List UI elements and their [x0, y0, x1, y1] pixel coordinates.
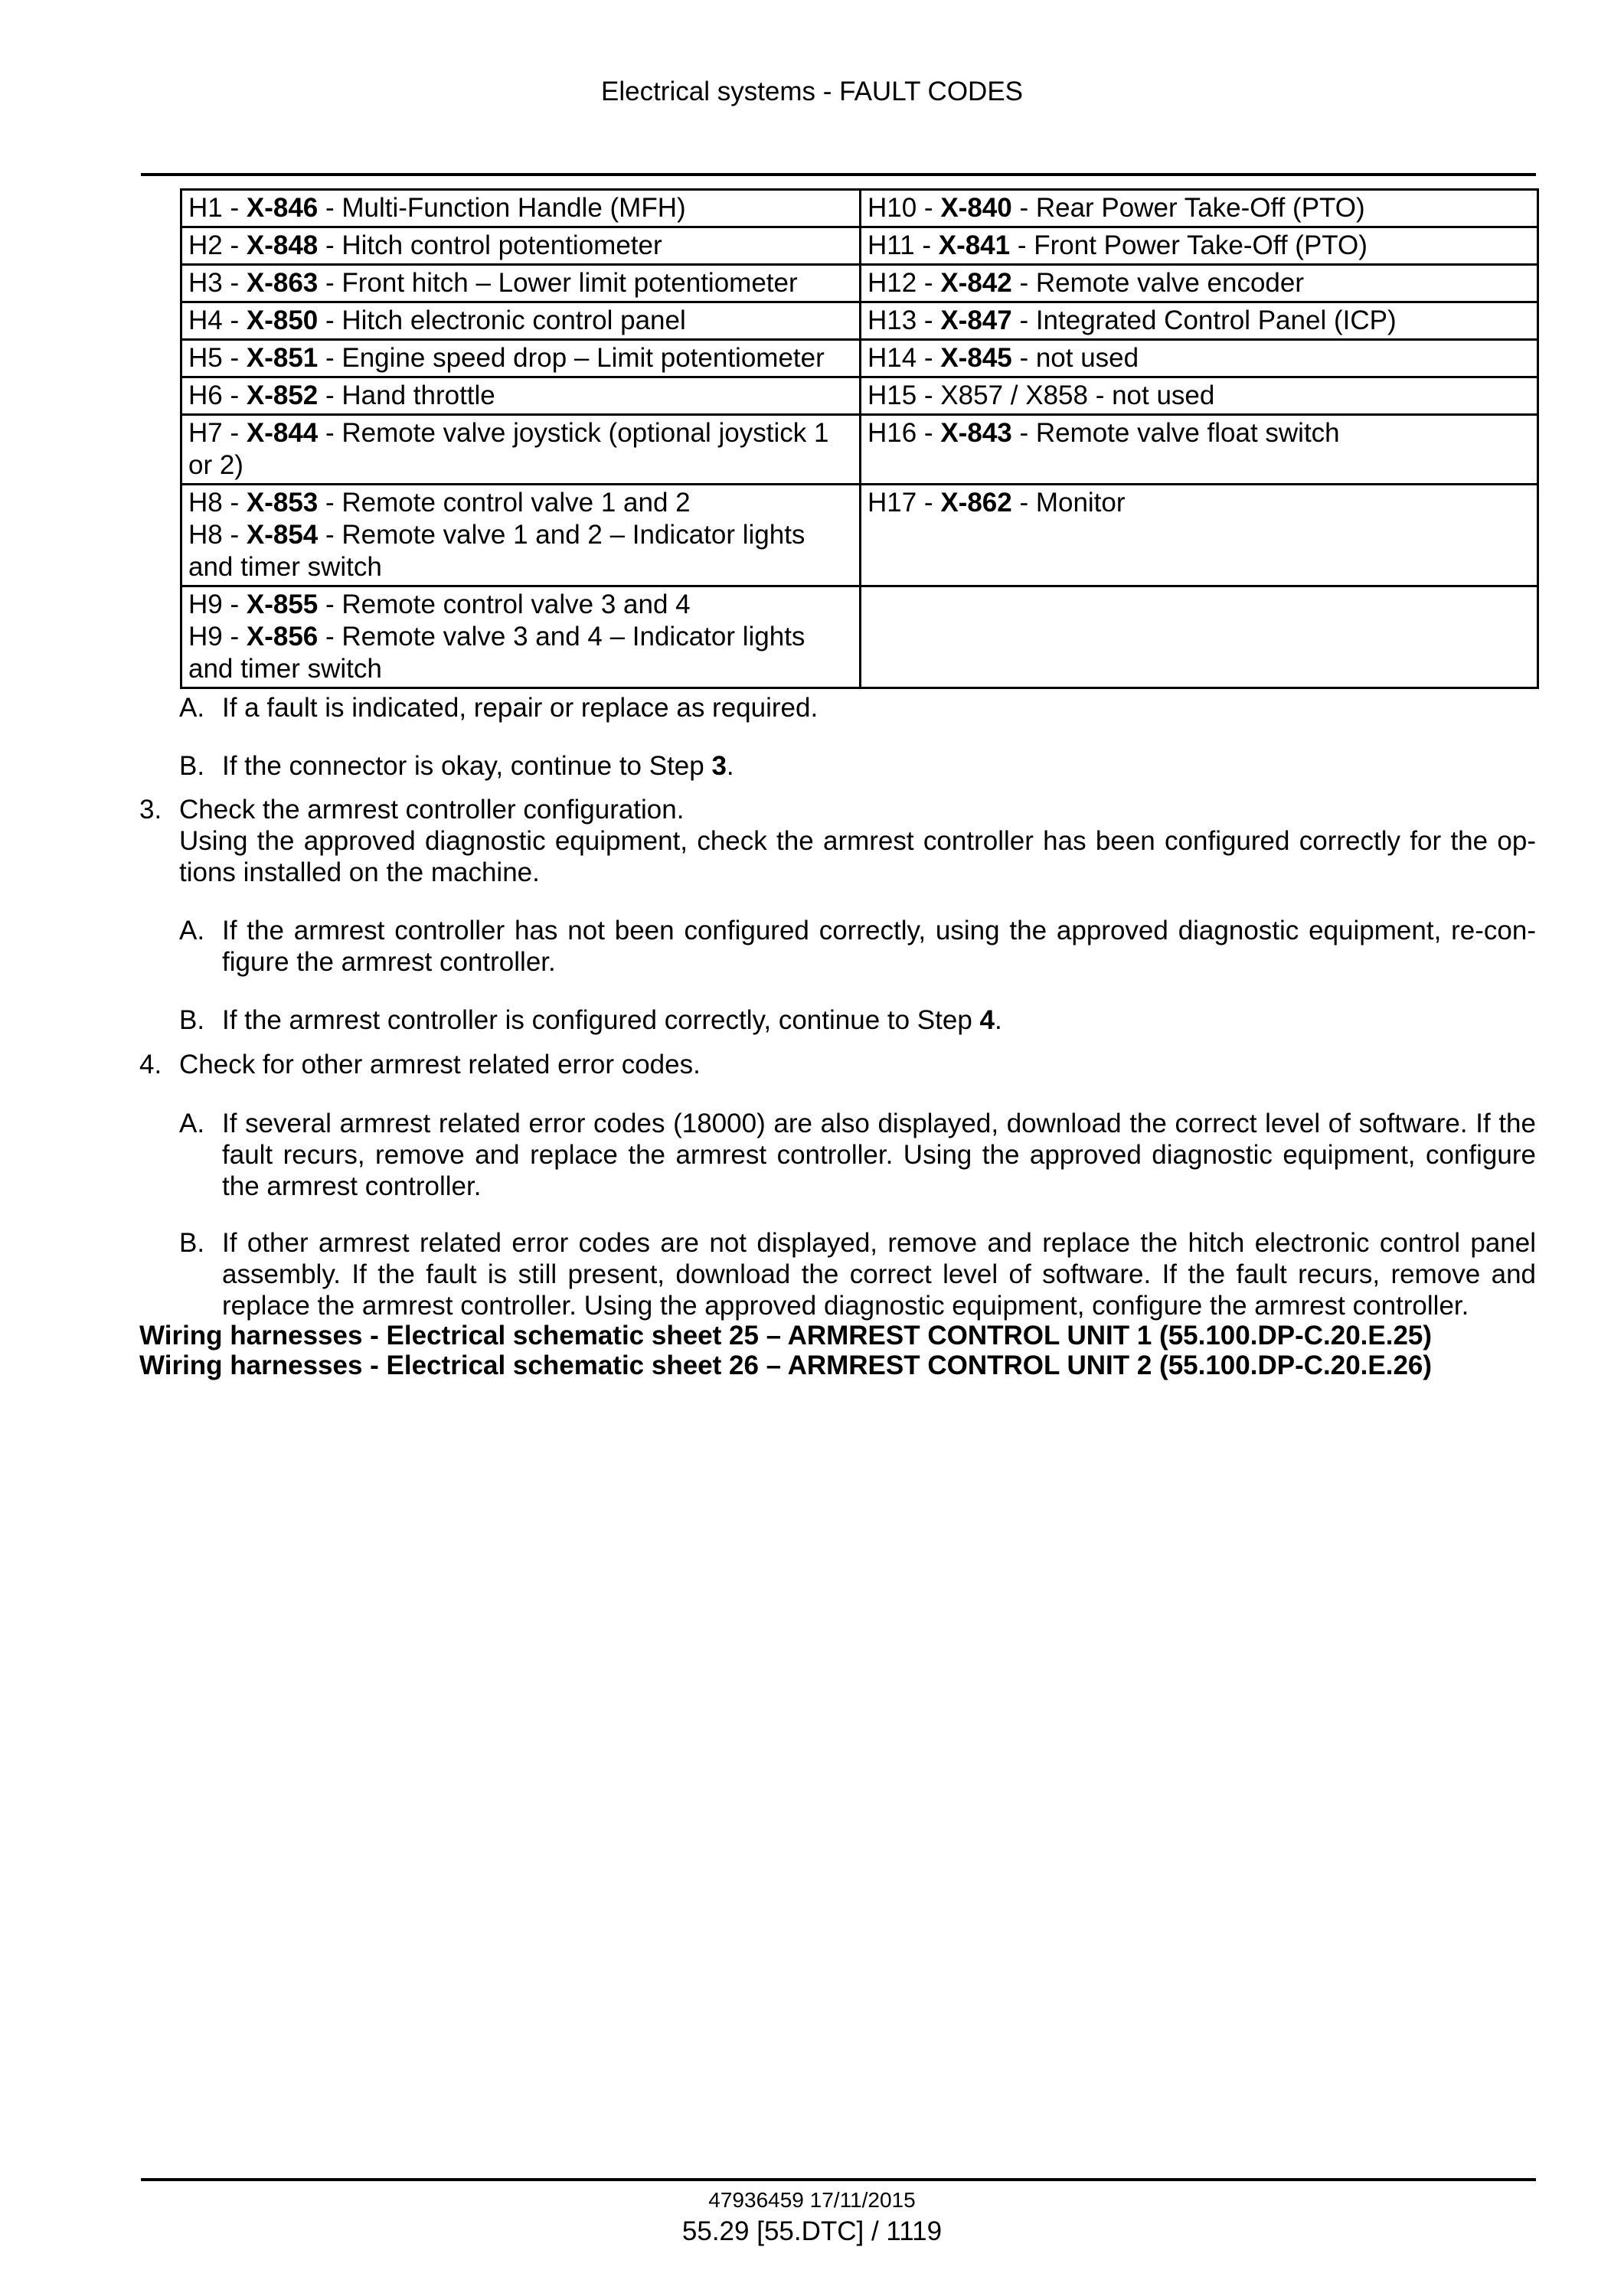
table-cell [181, 190, 861, 227]
step2-b-step-ref[interactable]: 3 [711, 751, 727, 781]
table-cell [861, 340, 1538, 377]
connector-entry [188, 267, 851, 299]
step4-title: Check for other armrest related error codes. [179, 1050, 701, 1079]
table-cell [181, 415, 861, 485]
connector-position: H14 - [868, 343, 941, 373]
table-row [181, 377, 1538, 415]
connector-description: - Integrated Control Panel (ICP) [1011, 305, 1397, 335]
schematic-link-sheet-26[interactable]: Wiring harnesses - Electrical schematic sheet 26 – ARMREST CONTROL UNIT 2 (55.100.DP-C.20.E.26) [139, 1350, 1433, 1380]
connector-entry [868, 267, 1529, 299]
step3-b-text-pre: If the armrest controller is configured correctly, continue to Step [222, 1005, 980, 1035]
connector-code: X-862 [940, 488, 1012, 518]
connector-position: H8 - [188, 520, 247, 550]
table-cell [861, 265, 1538, 302]
connector-position: H3 - [188, 268, 247, 298]
connector-description: - Rear Power Take-Off (PTO) [1011, 193, 1365, 223]
step3-body: Using the approved diagnostic equipment, check the armrest controller has been configured correctly for the options installed on the machine. [179, 826, 1536, 887]
connector-entry [188, 342, 851, 374]
step2-b-text [222, 750, 1536, 782]
connector-entry [188, 589, 851, 621]
step3-b-text [222, 1004, 1536, 1036]
table-cell [181, 265, 861, 302]
connector-position: H7 - [188, 418, 247, 448]
table-cell [861, 415, 1538, 485]
connector-description: - Remote control valve 1 and 2 [318, 488, 691, 518]
connector-code: X-848 [246, 230, 319, 260]
step4-a-label: A. [179, 1109, 205, 1138]
step4-b-label: B. [179, 1228, 205, 1258]
table-row [181, 190, 1538, 227]
table-cell [181, 302, 861, 340]
table-cell [861, 485, 1538, 586]
connector-description: - Multi-Function Handle (MFH) [318, 193, 686, 223]
footer-divider [141, 2178, 1536, 2181]
connector-entry [188, 380, 851, 412]
connector-entry [188, 621, 851, 685]
connector-entry [868, 380, 1529, 412]
connector-table [180, 188, 1539, 689]
page-header-title: Electrical systems - FAULT CODES [600, 77, 1024, 106]
connector-entry [188, 305, 851, 337]
connector-position: H9 - [188, 622, 247, 652]
connector-code: X-846 [246, 193, 319, 223]
header-divider [141, 173, 1536, 176]
connector-code: X-854 [246, 520, 319, 550]
step2-b-text-pre: If the connector is okay, continue to Step [222, 751, 712, 781]
connector-position: H10 - [868, 193, 941, 223]
step4-number: 4. [139, 1050, 162, 1079]
connector-position: H12 - [868, 268, 941, 298]
connector-description: - Monitor [1011, 488, 1126, 518]
table-row [181, 302, 1538, 340]
connector-entry [188, 192, 851, 224]
connector-code: X-850 [246, 305, 319, 335]
connector-code: X-841 [938, 230, 1011, 260]
connector-code: X-847 [940, 305, 1012, 335]
connector-description: - Engine speed drop – Limit potentiometer [318, 343, 825, 373]
connector-entry [868, 342, 1529, 374]
step3-title: Check the armrest controller configuration. [179, 795, 685, 825]
connector-code: X-863 [246, 268, 319, 298]
connector-code: X-843 [940, 418, 1012, 448]
step4-b-text: If other armrest related error codes are not displayed, remove and replace the hitch electronic control panel assembly. If the fault is still present, download the correct level of software. If the fault recurs, remove and replace the armrest controller. Using the approved diagnostic equipment, configure the armrest controller. [222, 1228, 1536, 1321]
step2-a-label: A. [179, 693, 205, 723]
connector-description: - not used [1011, 343, 1139, 373]
step2-a-text: If a fault is indicated, repair or replace as required. [222, 693, 819, 723]
connector-position: H6 - [188, 380, 247, 410]
connector-code: X-845 [940, 343, 1012, 373]
connector-position: H9 - [188, 590, 247, 619]
table-row [181, 340, 1538, 377]
connector-description: - Hitch electronic control panel [318, 305, 686, 335]
connector-description: - Hitch control potentiometer [318, 230, 662, 260]
connector-code: X-856 [246, 622, 319, 652]
table-row [181, 227, 1538, 265]
connector-position: H17 - [868, 488, 941, 518]
connector-description: - Remote valve 1 and 2 – Indicator lights and timer switch [188, 520, 805, 582]
table-cell [861, 190, 1538, 227]
connector-code: X-844 [246, 418, 319, 448]
step3-b-text-post: . [995, 1005, 1002, 1035]
table-cell [861, 227, 1538, 265]
connector-description: - Remote valve joystick (optional joystick 1 or 2) [188, 418, 829, 480]
table-cell [181, 340, 861, 377]
connector-code: X-852 [246, 380, 319, 410]
connector-position: H5 - [188, 343, 247, 373]
step2-b-label: B. [179, 751, 205, 781]
connector-entry [868, 487, 1529, 519]
table-cell [181, 377, 861, 415]
connector-entry [188, 230, 851, 262]
connector-entry [188, 417, 851, 482]
connector-position: H11 - [868, 230, 939, 260]
connector-code: X-853 [246, 488, 319, 518]
document-number: 47936459 17/11/2015 [708, 2188, 916, 2212]
connector-code: X-842 [940, 268, 1012, 298]
connector-position: H4 - [188, 305, 247, 335]
step4-a-text: If several armrest related error codes (18000) are also displayed, download the correct level of software. If the fault recurs, remove and replace the armrest controller. Using the approved diagnostic equipment, configure the armrest controller. [222, 1109, 1536, 1201]
connector-entry [868, 417, 1529, 449]
connector-description: - Remote valve float switch [1011, 418, 1340, 448]
connector-entry [188, 487, 851, 519]
table-cell [861, 586, 1538, 688]
table-cell [861, 302, 1538, 340]
table-cell [181, 586, 861, 688]
connector-description: - Front Power Take-Off (PTO) [1010, 230, 1367, 260]
step3-b-label: B. [179, 1005, 205, 1035]
schematic-link-sheet-25[interactable]: Wiring harnesses - Electrical schematic sheet 25 – ARMREST CONTROL UNIT 1 (55.100.DP-C.20.E.25) [139, 1321, 1433, 1350]
connector-description: - Remote valve 3 and 4 – Indicator lights and timer switch [188, 622, 805, 684]
connector-position: H8 - [188, 488, 247, 518]
connector-entry [188, 519, 851, 583]
connector-code: X-851 [246, 343, 319, 373]
connector-code: X-855 [246, 590, 319, 619]
table-row [181, 265, 1538, 302]
step3-a-label: A. [179, 916, 205, 946]
connector-position: H13 - [868, 305, 941, 335]
connector-position: H2 - [188, 230, 247, 260]
step3-a-text: If the armrest controller has not been configured correctly, using the approved diagnostic equipment, re-configure the armrest controller. [222, 916, 1536, 977]
connector-position: H1 - [188, 193, 247, 223]
table-row [181, 415, 1538, 485]
connector-entry [868, 230, 1529, 262]
step2-b-text-post: . [726, 751, 734, 781]
connector-code: X-840 [940, 193, 1012, 223]
connector-description: - Hand throttle [318, 380, 495, 410]
table-cell [861, 377, 1538, 415]
table-row [181, 586, 1538, 688]
table-cell [181, 485, 861, 586]
connector-entry [868, 192, 1529, 224]
connector-description: - Front hitch – Lower limit potentiometer [318, 268, 798, 298]
connector-position: H15 - X857 / X858 - not used [868, 380, 1215, 410]
step3-b-step-ref[interactable]: 4 [979, 1005, 995, 1035]
page-number: 55.29 [55.DTC] / 1119 [681, 2216, 943, 2246]
table-row [181, 485, 1538, 586]
connector-description: - Remote control valve 3 and 4 [318, 590, 691, 619]
connector-description: - Remote valve encoder [1011, 268, 1305, 298]
connector-position: H16 - [868, 418, 941, 448]
step3-number: 3. [139, 795, 162, 825]
connector-entry [868, 305, 1529, 337]
table-cell [181, 227, 861, 265]
